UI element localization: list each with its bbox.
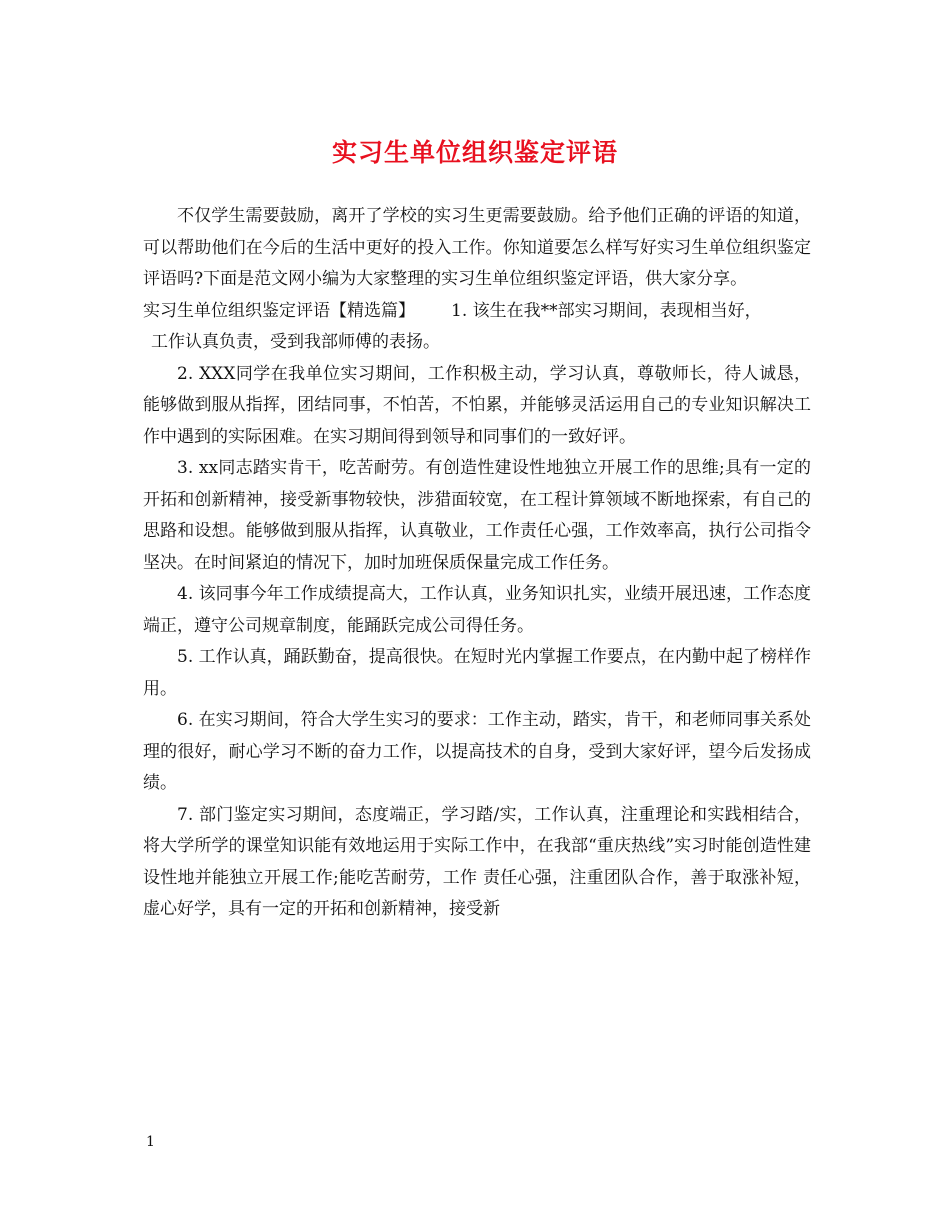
document-title: 实习生单位组织鉴定评语 [331, 138, 618, 167]
item-paragraph-7: 7. 部门鉴定实习期间，态度端正，学习踏/实，工作认真，注重理论和实践相结合，将大学所学的课堂知识能有效地运用于实际工作中，在我部“重庆热线”实习时能创造性建设性地并能独立开展工作;能吃苦耐劳，工作 责任心强，注重团队合作，善于取涨补短，虚心好学，具有一定的开拓和创新精神，接受新 [143, 804, 811, 919]
document-body [143, 201, 811, 926]
item-1-first-line: 1. 该生在我**部实习期间，表现相当好， [451, 300, 762, 321]
section-heading-row [143, 296, 811, 328]
item-paragraph-6: 6. 在实习期间，符合大学生实习的要求：工作主动，踏实，肯干，和老师同事关系处理的很好，耐心学习不断的奋力工作，以提高技术的自身，受到大家好评，望今后发扬成绩。 [143, 710, 811, 793]
item-paragraph-4: 4. 该同事今年工作成绩提高大，工作认真，业务知识扎实，业绩开展迅速，工作态度端正，遵守公司规章制度，能踊跃完成公司得任务。 [143, 584, 811, 636]
item-paragraph-3: 3. xx同志踏实肯干，吃苦耐劳。有创造性建设性地独立开展工作的思维;具有一定的开拓和创新精神，接受新事物较快，涉猎面较宽，在工程计算领域不断地探索，有自己的思路和设想。能够做到服从指挥，认真敬业，工作责任心强，工作效率高，执行公司指令坚决。在时间紧迫的情况下，加时加班保质保量完成工作任务。 [143, 458, 811, 573]
page-number: 1 [146, 1134, 155, 1150]
item-1-continuation: 工作认真负责，受到我部师傅的表扬。 [151, 332, 440, 352]
section-heading: 实习生单位组织鉴定评语【精选篇】 [143, 300, 415, 321]
item-paragraph-5: 5. 工作认真，踊跃勤奋，提高很快。在短时光内掌握工作要点，在内勤中起了榜样作用。 [143, 647, 811, 699]
intro-paragraph: 不仅学生需要鼓励，离开了学校的实习生更需要鼓励。给予他们正确的评语的知道，可以帮助他们在今后的生活中更好的投入工作。你知道要怎么样写好实习生单位组织鉴定评语吗?下面是范文网小编为大家整理的实习生单位组织鉴定评语，供大家分享。 [143, 206, 811, 289]
item-paragraph-2: 2. XXX同学在我单位实习期间，工作积极主动，学习认真，尊敬师长，待人诚恳，能够做到服从指挥，团结同事，不怕苦，不怕累，并能够灵活运用自己的专业知识解决工作中遇到的实际困难。在实习期间得到领导和同事们的一致好评。 [143, 363, 811, 447]
